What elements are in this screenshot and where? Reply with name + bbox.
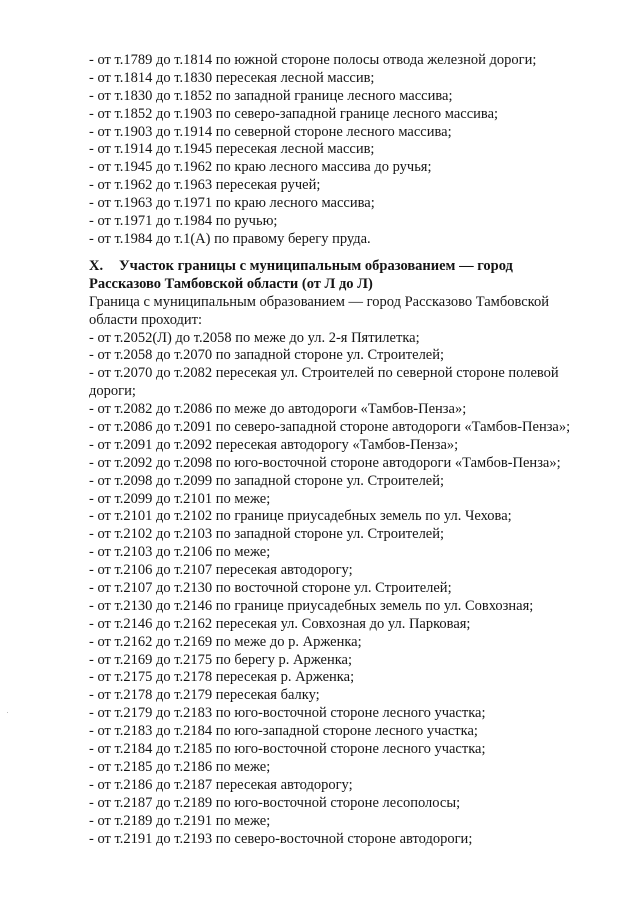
section-x — [89, 258, 619, 848]
list-item: - от т.1789 до т.1814 по южной стороне полосы отвода железной дороги; — [89, 52, 537, 68]
list-item: - от т.2106 до т.2107 пересекая автодорогу; — [89, 562, 353, 579]
list-item: - от т.1830 до т.1852 по западной границе лесного массива; — [89, 87, 453, 104]
list-item: - от т.2185 до т.2186 по меже; — [89, 758, 271, 775]
boundary-list-section — [89, 330, 619, 849]
section-title-line1: Участок границы с муниципальным образованием — город — [119, 258, 513, 274]
list-item: - от т.2130 до т.2146 по границе приусадебных земель по ул. Совхозная; — [89, 597, 534, 614]
boundary-list-top — [89, 52, 619, 249]
list-item: - от т.2091 до т.2092 пересекая автодорогу «Тамбов-Пенза»; — [89, 436, 459, 453]
list-item: - от т.2086 до т.2091 по северо-западной стороне автодороги «Тамбов-Пенза»; — [89, 419, 571, 436]
list-item-continuation: дороги; — [89, 383, 136, 400]
list-item: - от т.2175 до т.2178 пересекая р. Арженка; — [89, 669, 355, 686]
section-intro-line1: Граница с муниципальным образованием — город Рассказово Тамбовской — [89, 293, 549, 310]
list-item: - от т.2162 до т.2169 по меже до р. Арженка; — [89, 633, 362, 650]
list-item: - от т.1903 до т.1914 по северной стороне лесного массива; — [89, 123, 452, 140]
list-item: - от т.2102 до т.2103 по западной стороне ул. Строителей; — [89, 526, 445, 543]
list-item: - от т.1962 до т.1963 пересекая ручей; — [89, 177, 321, 194]
list-item: - от т.2169 до т.2175 по берегу р. Арженка; — [89, 651, 353, 668]
list-item: - от т.2178 до т.2179 пересекая балку; — [89, 687, 320, 704]
list-item: - от т.2082 до т.2086 по меже до автодороги «Тамбов-Пенза»; — [89, 401, 467, 418]
section-title-line2: Рассказово Тамбовской области (от Л до Л) — [89, 275, 373, 292]
list-item: - от т.1852 до т.1903 по северо-западной границе лесного массива; — [89, 105, 499, 122]
list-item: - от т.2179 до т.2183 по юго-восточной стороне лесного участка; — [89, 705, 486, 722]
list-item: - от т.1963 до т.1971 по краю лесного массива; — [89, 195, 375, 212]
section-heading — [89, 258, 619, 276]
list-item: - от т.1984 до т.1(А) по правому берегу пруда. — [89, 230, 371, 247]
list-item: - от т.1971 до т.1984 по ручью; — [89, 213, 278, 230]
list-item: - от т.2107 до т.2130 по восточной стороне ул. Строителей; — [89, 580, 452, 597]
list-item: - от т.2187 до т.2189 по юго-восточной стороне лесополосы; — [89, 794, 461, 811]
scan-speck — [7, 712, 8, 713]
list-item: - от т.2058 до т.2070 по западной стороне ул. Строителей; — [89, 347, 445, 364]
list-item: - от т.2191 до т.2193 по северо-восточной стороне автодороги; — [89, 830, 473, 847]
list-item: - от т.2052(Л) до т.2058 по меже до ул. 2-я Пятилетка; — [89, 329, 420, 346]
section-number: X. — [89, 258, 104, 274]
list-item: - от т.1814 до т.1830 пересекая лесной массив; — [89, 69, 375, 86]
list-item: - от т.2098 до т.2099 по западной стороне ул. Строителей; — [89, 472, 445, 489]
list-item: - от т.2189 до т.2191 по меже; — [89, 812, 271, 829]
list-item: - от т.2186 до т.2187 пересекая автодорогу; — [89, 776, 353, 793]
list-item: - от т.2183 до т.2184 по юго-западной стороне лесного участка; — [89, 723, 478, 740]
list-item: - от т.2070 до т.2082 пересекая ул. Строителей по северной стороне полевой — [89, 365, 559, 382]
list-item: - от т.1914 до т.1945 пересекая лесной массив; — [89, 141, 375, 158]
list-item: - от т.2092 до т.2098 по юго-восточной стороне автодороги «Тамбов-Пенза»; — [89, 454, 561, 471]
list-item: - от т.2146 до т.2162 пересекая ул. Совхозная до ул. Парковая; — [89, 615, 471, 632]
list-item: - от т.2184 до т.2185 по юго-восточной стороне лесного участка; — [89, 741, 486, 758]
list-item: - от т.2099 до т.2101 по меже; — [89, 490, 271, 507]
list-item: - от т.2101 до т.2102 по границе приусадебных земель по ул. Чехова; — [89, 508, 512, 525]
section-intro-line2: области проходит: — [89, 311, 203, 328]
list-item: - от т.2103 до т.2106 по меже; — [89, 544, 271, 561]
list-item: - от т.1945 до т.1962 по краю лесного массива до ручья; — [89, 159, 432, 176]
